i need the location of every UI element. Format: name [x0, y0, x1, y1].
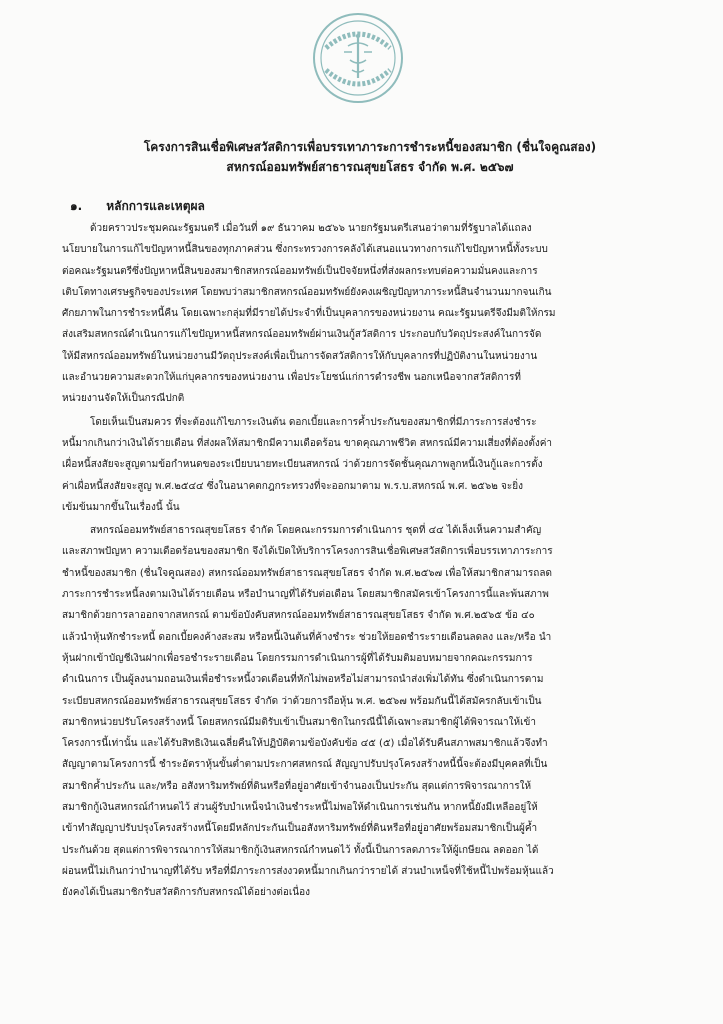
paragraph-line: ภาระการชำระหนี้ลงตามเงินได้รายเดือน หรือบำนาญที่ได้รับต่อเดือน โดยสมาชิกสมัครเข้าโครงการนี้และพ้นสภาพ — [62, 589, 549, 601]
section-number: ๑. — [70, 199, 83, 213]
section-heading — [70, 197, 205, 216]
paragraph-line: หน่วยงานจัดให้เป็นกรณีปกติ — [62, 393, 185, 405]
paragraph-line: ศักยภาพในการชำระหนี้คืน โดยเฉพาะกลุ่มที่มีรายได้ประจำที่เป็นบุคลากรของหน่วยงาน คณะรัฐมนตรีจึงมีมติให้กรม — [62, 308, 556, 320]
paragraph-line: เติบโตทางเศรษฐกิจของประเทศ โดยพบว่าสมาชิกสหกรณ์ออมทรัพย์ยังคงเผชิญปัญหาภาระหนี้สินจำนวนมากจนเกิน — [62, 286, 552, 298]
paragraph-line: ชำหนี้ของสมาชิก (ชื่นใจคูณสอง) สหกรณ์ออมทรัพย์สาธารณสุขยโสธร จำกัด พ.ศ.๒๕๖๗ เพื่อให้สมาชิกสามารถลด — [62, 567, 552, 579]
paragraph-line: ผ่อนหนี้ไม่เกินกว่าบำนาญที่ได้รับ หรือที่มีภาระการส่งงวดหนี้มากเกินกว่ารายได้ ส่วนบำเหน็จที่ใช้หนี้ไปพร้อมหุ้นแล้ว — [62, 865, 554, 877]
paragraph-line: สมาชิกกู้เงินสหกรณ์กำหนดไว้ ส่วนผู้รับบำเหน็จนำเงินชำระหนี้ไม่พอให้ดำเนินการเช่นกัน หากหนี้ยังมีเหลืออยู่ให้ — [62, 802, 538, 814]
paragraph-line: นโยบายในการแก้ไขปัญหาหนี้สินของทุกภาคส่วน ซึ่งกระทรวงการคลังได้เสนอแนวทางการแก้ไขปัญหาหนี้ทั้งระบบ — [62, 244, 548, 256]
paragraph-line: และสภาพปัญหา ความเดือดร้อนของสมาชิก จึงได้เปิดให้บริการโครงการสินเชื่อพิเศษสวัสดิการเพื่อบรรเทาภาระการ — [62, 546, 553, 558]
paragraph-line: สัญญาตามโครงการนี้ ชำระอัตราหุ้นขั้นต่ำตามประกาศสหกรณ์ สัญญาปรับปรุงโครงสร้างหนี้นี้จะต้องมีบุคคลที่เป็น — [62, 759, 548, 771]
paragraph-line: ต่อคณะรัฐมนตรีซึ่งปัญหาหนี้สินของสมาชิกสหกรณ์ออมทรัพย์เป็นปัจจัยหนึ่งที่ส่งผลกระทบต่อความมั่นคงและการ — [62, 265, 538, 277]
paragraph-line: ค่าเผื่อหนี้สงสัยจะสูญ พ.ศ.๒๕๔๔ ซึ่งในอนาคตกฎกระทรวงที่จะออกมาตาม พ.ร.บ.สหกรณ์ พ.ศ. ๒๕๖๒ จะยิ่ง — [62, 480, 523, 492]
paragraph-line: สมาชิกหน่วยปรับโครงสร้างหนี้ โดยสหกรณ์มีมติรับเข้าเป็นสมาชิกในกรณีนี้ได้เฉพาะสมาชิกผู้ได้พิจารณาให้เข้า — [62, 716, 536, 728]
paragraph-line: สหกรณ์ออมทรัพย์สาธารณสุขยโสธร จำกัด โดยคณะกรรมการดำเนินการ ชุดที่ ๔๔ ได้เล็งเห็นความสำคัญ — [90, 525, 542, 537]
document-title-line1: โครงการสินเชื่อพิเศษสวัสดิการเพื่อบรรเทาภาระการชำระหนี้ของสมาชิก (ชื่นใจคูณสอง) — [143, 140, 597, 154]
paragraph-2 — [62, 412, 674, 518]
paragraph-line: ด้วยคราวประชุมคณะรัฐมนตรี เมื่อวันที่ ๑๙ ธันวาคม ๒๕๖๖ นายกรัฐมนตรีเสนอว่าตามที่รัฐบาลได้แถลง — [90, 223, 532, 234]
paragraph-line: สมาชิกค้ำประกัน และ/หรือ อสังหาริมทรัพย์ที่ดินหรือที่อยู่อาศัยเข้าจำนองเป็นประกัน สุดแต่การพิจารณาการให้ — [62, 780, 532, 792]
paragraph-line: หุ้นฝากเข้าบัญชีเงินฝากเพื่อรอชำระรายเดือน โดยกรรมการดำเนินการผู้ที่ได้รับมติมอบหมายจากคณะกรรมการ — [62, 652, 533, 664]
paragraph-line: โดยเห็นเป็นสมควร ที่จะต้องแก้ไขภาระเงินต้น ดอกเบี้ยและการค้ำประกันของสมาชิกที่มีภาระการส่งชำระ — [90, 416, 537, 428]
document-title-line2: สหกรณ์ออมทรัพย์สาธารณสุขยโสธร จำกัด พ.ศ. ๒๕๖๗ — [226, 160, 514, 174]
paragraph-line: ดำเนินการ เป็นผู้ลงนามถอนเงินเพื่อชำระหนี้งวดเดือนที่หักไม่พอหรือไม่สามารถนำส่งเพิ่มได้ทัน ซึ่งดำเนินการตาม — [62, 674, 544, 686]
paragraph-line: ให้มีสหกรณ์ออมทรัพย์ในหน่วยงานมีวัตถุประสงค์เพื่อเป็นการจัดสวัสดิการให้กับบุคลากรที่ปฏิบัติงานในหน่วยงาน — [62, 350, 538, 362]
paragraph-line: หนี้มากเกินกว่าเงินได้รายเดือน ที่ส่งผลให้สมาชิกมีความเดือดร้อน ขาดคุณภาพชีวิต สหกรณ์มีความเสี่ยงที่ต้องตั้งค่า — [62, 437, 553, 449]
paragraph-line: เผื่อหนี้สงสัยจะสูญตามข้อกำหนดของระเบียบนายทะเบียนสหกรณ์ ว่าด้วยการจัดชั้นคุณภาพลูกหนี้เงินกู้และการตั้ง — [62, 459, 543, 471]
paragraph-line: สมาชิกด้วยการลาออกจากสหกรณ์ ตามข้อบังคับสหกรณ์ออมทรัพย์สาธารณสุขยโสธร จำกัด พ.ศ.๒๕๖๕ ข้อ ๔๐ — [62, 610, 535, 622]
document-body — [62, 218, 674, 904]
paragraph-line: และอำนวยความสะดวกให้แก่บุคลากรของหน่วยงาน เพื่อประโยชน์แก่การดำรงชีพ นอกเหนือจากสวัสดิการที่ — [62, 372, 521, 384]
paragraph-line: ระเบียบสหกรณ์ออมทรัพย์สาธารณสุขยโสธร จำกัด ว่าด้วยการถือหุ้น พ.ศ. ๒๕๖๗ พร้อมกันนี้ได้สมัครกลับเข้าเป็น — [62, 695, 542, 707]
paragraph-line: เข้าทำสัญญาปรับปรุงโครงสร้างหนี้โดยมีหลักประกันเป็นอสังหาริมทรัพย์ที่ดินหรือที่อยู่อาศัยพร้อมสมาชิกเป็นผู้ค้ำ — [62, 823, 538, 835]
paragraph-line: แล้วนำหุ้นหักชำระหนี้ ดอกเบี้ยคงค้างสะสม หรือหนี้เงินต้นที่ค้างชำระ ช่วยให้ยอดชำระรายเดือนลดลง และ/หรือ นำ — [62, 631, 552, 643]
paragraph-line: เข้มข้นมากขึ้นในเรื่องนี้ นั้น — [62, 501, 180, 513]
paragraph-line: โครงการนี้เท่านั้น และได้รับสิทธิเงินเฉลี่ยคืนให้ปฏิบัติตามข้อบังคับข้อ ๔๕ (๕) เมื่อได้รับคืนสภาพสมาชิกแล้วจึงทำ — [62, 738, 548, 750]
paragraph-3 — [62, 520, 674, 903]
paragraph-line: ยังคงได้เป็นสมาชิกรับสวัสดิการกับสหกรณ์ได้อย่างต่อเนื่อง — [62, 887, 310, 899]
paragraph-1 — [62, 218, 674, 410]
section-heading-text: หลักการและเหตุผล — [106, 199, 205, 213]
paragraph-line: ส่งเสริมสหกรณ์ดำเนินการแก้ไขปัญหาหนี้สหกรณ์ออมทรัพย์ผ่านเงินกู้สวัสดิการ ประกอบกับวัตถุประสงค์ในการจัด — [62, 329, 542, 341]
cooperative-seal-logo — [312, 12, 404, 104]
paragraph-line: ประกันด้วย สุดแต่การพิจารณาการให้สมาชิกกู้เงินสหกรณ์กำหนดไว้ ทั้งนี้เป็นการลดภาระให้ผู้เกษียณ ลดออก ได้ — [62, 844, 539, 856]
